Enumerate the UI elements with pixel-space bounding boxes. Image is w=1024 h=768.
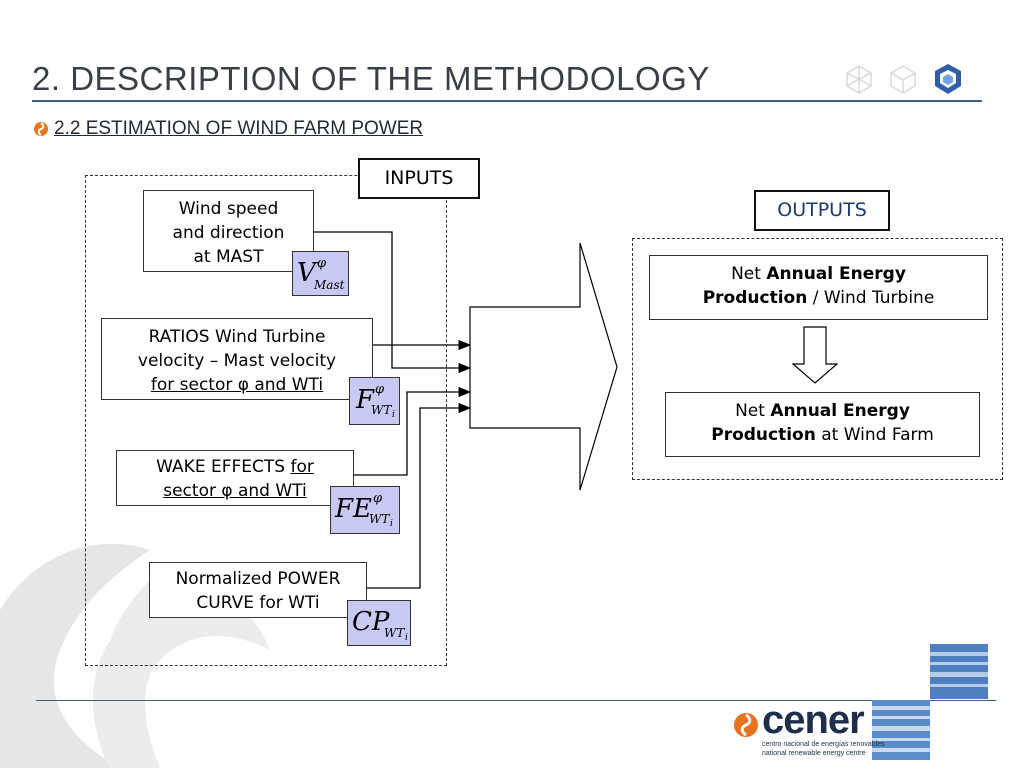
- sky-photo-bottom: [872, 700, 930, 760]
- page-title: 2. DESCRIPTION OF THE METHODOLOGY: [32, 60, 710, 97]
- output-box-wind-turbine: Net Annual Energy Production / Wind Turbine: [649, 255, 988, 320]
- cener-logo-mark: [733, 712, 759, 738]
- formula-cp-wti: CP WT i: [347, 600, 411, 646]
- wake-effects-for: for: [290, 457, 314, 477]
- formula-v-mast: V φ Mast: [292, 251, 349, 296]
- cener-logo-line1: centro nacional de energías renovables: [762, 741, 885, 748]
- cener-logo-line2: national renewable energy centre: [762, 750, 866, 757]
- connector-wind-speed: [314, 232, 470, 368]
- output-box-wind-farm: Net Annual Energy Production at Wind Farm: [665, 392, 980, 457]
- input-box-wake-effects: WAKE EFFECTS for sector φ and WTi: [116, 450, 354, 506]
- connector-power-curve: [367, 408, 470, 588]
- down-arrow: [792, 326, 838, 384]
- outputs-label: OUTPUTS: [754, 190, 890, 231]
- big-process-arrow: [470, 243, 617, 490]
- connector-wake: [354, 392, 470, 475]
- input-box-power-curve: Normalized POWER CURVE for WTi: [149, 562, 367, 618]
- formula-fe-wti: FE φ WT i: [330, 486, 400, 534]
- wake-effects-text: WAKE EFFECTS: [156, 457, 291, 477]
- section-subtitle: 2.2 ESTIMATION OF WIND FARM POWER: [54, 118, 424, 139]
- sky-photo-top: [930, 644, 988, 699]
- input-box-wind-speed: Wind speed and direction at MAST: [143, 190, 314, 272]
- formula-f-wti: F φ WT i: [349, 377, 400, 425]
- inputs-label: INPUTS: [358, 158, 480, 199]
- input-box-ratios: RATIOS Wind Turbine velocity – Mast velocity for sector φ and WTi: [101, 318, 373, 400]
- cener-logo-name: cener: [762, 698, 864, 742]
